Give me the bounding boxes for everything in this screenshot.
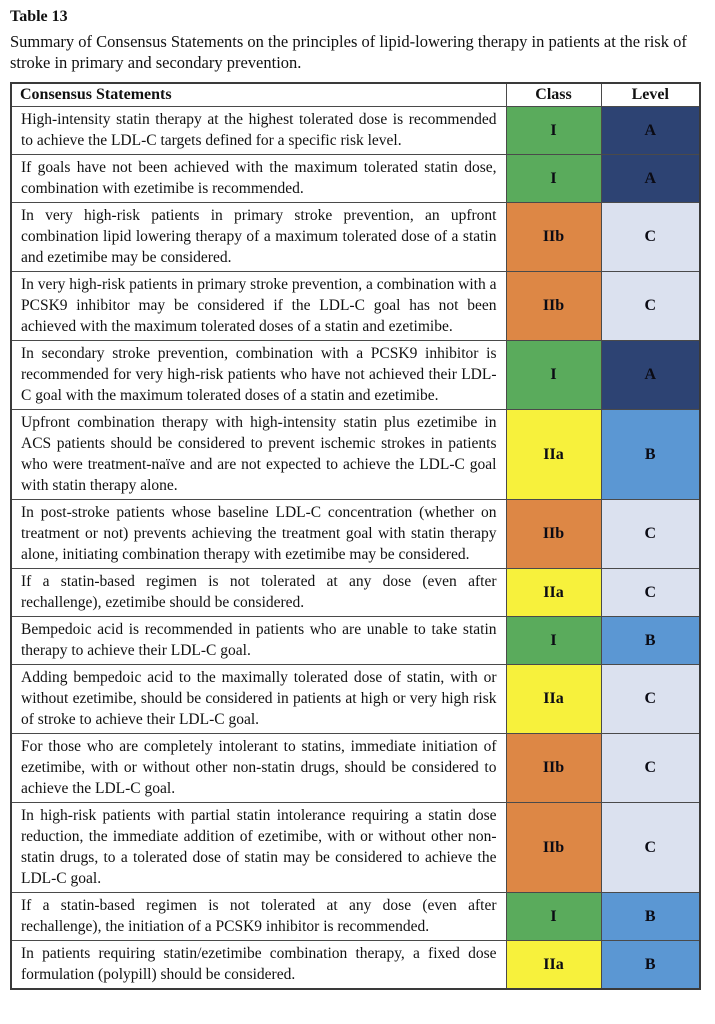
level-cell: A (601, 341, 700, 410)
class-cell: IIb (506, 203, 601, 272)
level-cell: C (601, 734, 700, 803)
level-cell: A (601, 107, 700, 155)
statement-cell: In very high-risk patients in primary stroke prevention, a combination with a PCSK9 inhibitor may be considered if the LDL-C goal has not been achieved with the maximum tolerated doses of a statin and ezetimibe. (11, 272, 506, 341)
statement-cell: Upfront combination therapy with high-intensity statin plus ezetimibe in ACS patients should be considered to prevent ischemic strokes in patients who were treatment-naïve and are not expected to achieve the LDL-C goal with statin therapy alone. (11, 410, 506, 500)
table-row (11, 665, 700, 734)
table-row (11, 617, 700, 665)
table-body (11, 107, 700, 990)
level-cell: C (601, 569, 700, 617)
statement-cell: In high-risk patients with partial statin intolerance requiring a statin dose reduction, the immediate addition of ezetimibe, with or without other non-statin drugs, to a tolerated dose of statin may be considered to achieve the LDL-C goal. (11, 803, 506, 893)
class-cell: IIb (506, 734, 601, 803)
statement-cell: If goals have not been achieved with the maximum tolerated statin dose, combination with ezetimibe is recommended. (11, 155, 506, 203)
table-row (11, 155, 700, 203)
level-cell: B (601, 941, 700, 990)
class-cell: I (506, 155, 601, 203)
statement-cell: In secondary stroke prevention, combination with a PCSK9 inhibitor is recommended for very high-risk patients who have not achieved their LDL-C goal with the maximum tolerated doses of a statin and ezetimibe. (11, 341, 506, 410)
class-cell: IIa (506, 665, 601, 734)
level-cell: A (601, 155, 700, 203)
table-row (11, 410, 700, 500)
level-cell: C (601, 803, 700, 893)
table-row (11, 569, 700, 617)
level-cell: C (601, 665, 700, 734)
level-cell: C (601, 272, 700, 341)
class-cell: IIa (506, 410, 601, 500)
level-cell: C (601, 203, 700, 272)
header-consensus-statements: Consensus Statements (11, 83, 506, 107)
table-title: Table 13 (10, 8, 68, 25)
header-row (11, 83, 700, 107)
header-level: Level (601, 83, 700, 107)
table-row (11, 803, 700, 893)
statement-cell: In very high-risk patients in primary stroke prevention, an upfront combination lipid lowering therapy of a maximum tolerated dose of a statin and ezetimibe may be considered. (11, 203, 506, 272)
header-class: Class (506, 83, 601, 107)
statement-cell: If a statin-based regimen is not tolerated at any dose (even after rechallenge), the initiation of a PCSK9 inhibitor is recommended. (11, 893, 506, 941)
table-row (11, 272, 700, 341)
level-cell: B (601, 893, 700, 941)
level-cell: B (601, 410, 700, 500)
level-cell: C (601, 500, 700, 569)
table-header (11, 83, 700, 107)
statement-cell: If a statin-based regimen is not tolerated at any dose (even after rechallenge), ezetimibe should be considered. (11, 569, 506, 617)
class-cell: IIb (506, 803, 601, 893)
table-row (11, 107, 700, 155)
class-cell: I (506, 893, 601, 941)
table-row (11, 893, 700, 941)
statement-cell: Bempedoic acid is recommended in patients who are unable to take statin therapy to achieve their LDL-C goal. (11, 617, 506, 665)
class-cell: I (506, 617, 601, 665)
class-cell: I (506, 107, 601, 155)
statement-cell: In patients requiring statin/ezetimibe combination therapy, a fixed dose formulation (polypill) should be considered. (11, 941, 506, 990)
consensus-table (10, 82, 701, 990)
class-cell: IIb (506, 500, 601, 569)
table-caption: Summary of Consensus Statements on the principles of lipid-lowering therapy in patients at the risk of stroke in primary and secondary prevention. (10, 32, 687, 73)
table-row (11, 941, 700, 990)
class-cell: IIa (506, 941, 601, 990)
level-cell: B (601, 617, 700, 665)
class-cell: IIb (506, 272, 601, 341)
statement-cell: In post-stroke patients whose baseline LDL-C concentration (whether on treatment or not) prevents achieving the treatment goal with statin therapy alone, initiating combination therapy with ezetimibe may be considered. (11, 500, 506, 569)
class-cell: I (506, 341, 601, 410)
table-row (11, 341, 700, 410)
class-cell: IIa (506, 569, 601, 617)
table-row (11, 203, 700, 272)
statement-cell: High-intensity statin therapy at the highest tolerated dose is recommended to achieve the LDL-C targets defined for a specific risk level. (11, 107, 506, 155)
table-row (11, 500, 700, 569)
statement-cell: For those who are completely intolerant to statins, immediate initiation of ezetimibe, with or without other non-statin drugs, should be considered to achieve the LDL-C goal. (11, 734, 506, 803)
statement-cell: Adding bempedoic acid to the maximally tolerated dose of statin, with or without ezetimibe, should be considered in patients at high or very high risk of stroke to achieve their LDL-C goal. (11, 665, 506, 734)
table-row (11, 734, 700, 803)
